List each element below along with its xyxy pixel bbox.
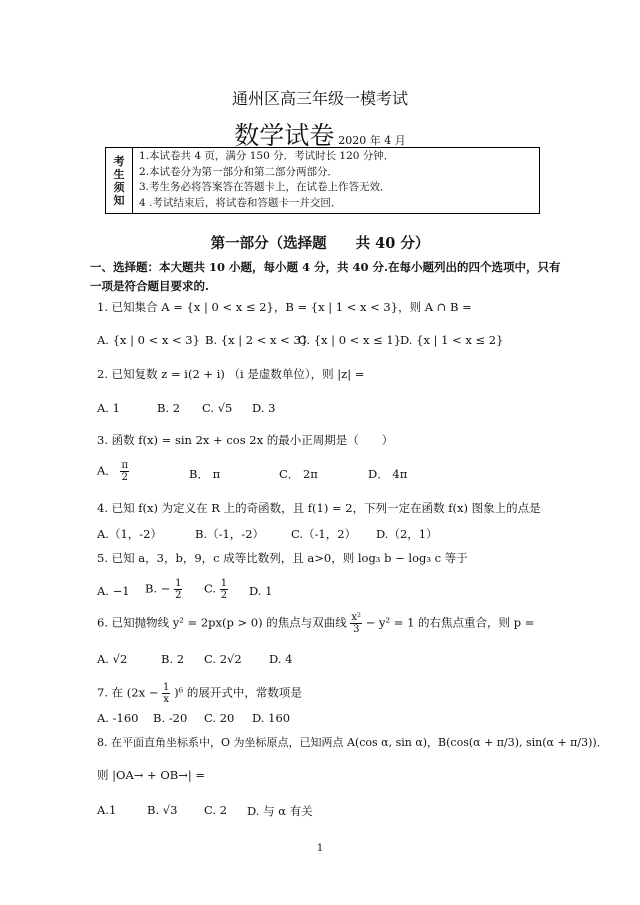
q1-option-b: B. {x | 2 < x < 3} xyxy=(205,333,309,347)
part1-instructions-line1: 一、选择题：本大题共 10 小题，每小题 4 分，共 40 分.在每小题列出的四个选项中，只有 xyxy=(90,260,561,274)
part1-instructions-line2: 一项是符合题目要求的. xyxy=(90,279,210,293)
q6-stem-fraction xyxy=(350,612,362,635)
q7-stem-pre: 7. 在 (2x − xyxy=(97,685,159,700)
q4-option-b: B.（-1，-2） xyxy=(195,527,265,541)
q7-option-d: D. 160 xyxy=(252,711,291,725)
q3-stem: 3. 函数 f(x) = sin 2x + cos 2x 的最小正周期是（ ） xyxy=(97,433,394,447)
q5-option-c-prefix: C. xyxy=(204,581,217,596)
fraction-denominator: x xyxy=(163,694,170,705)
q1-option-d: D. {x | 1 < x ≤ 2} xyxy=(400,333,504,347)
fraction-denominator: 2 xyxy=(121,472,128,483)
fraction-numerator: x² xyxy=(351,612,362,623)
q7-option-c: C. 20 xyxy=(204,711,235,725)
q4-stem: 4. 已知 f(x) 为定义在 R 上的奇函数，且 f(1) = 2，下列一定在函数 f(x) 图象上的点是 xyxy=(97,501,541,515)
q3-option-c: C． 2π xyxy=(279,467,318,481)
q8-stem-line2: 则 |OA→ + OB→| = xyxy=(97,768,206,782)
q6-option-c: C. 2√2 xyxy=(204,652,242,666)
q6-option-d: D. 4 xyxy=(269,652,293,666)
q8-option-c: C. 2 xyxy=(204,803,228,817)
q1-option-a: A. {x | 0 < x < 3} xyxy=(97,333,200,347)
subject-label: 数学试卷 xyxy=(234,121,335,150)
notice-label-char: 须 xyxy=(113,180,125,194)
notice-label-char: 考 xyxy=(113,154,125,168)
fraction-denominator: 3 xyxy=(353,624,360,635)
q8-stem: 8. 在平面直角坐标系中，O 为坐标原点，已知两点 A(cos α, sin α)，B(cos(α + π/3), sin(α + π/3))． xyxy=(97,736,608,749)
q7-stem-post: )⁶ 的展开式中，常数项是 xyxy=(174,685,302,700)
exam-title: 通州区高三年级一模考试 xyxy=(231,89,408,108)
q4-option-a: A.（1，-2） xyxy=(97,527,162,541)
q2-option-c: C. √5 xyxy=(202,401,233,415)
q5-option-a: A. −1 xyxy=(97,584,130,598)
q6-stem-pre: 6. 已知抛物线 y² = 2px(p > 0) 的焦点与双曲线 xyxy=(97,615,347,630)
q4-option-c: C.（-1，2） xyxy=(291,527,357,541)
q5-option-c-fraction xyxy=(220,578,228,601)
q6-option-b: B. 2 xyxy=(161,652,185,666)
q6-stem-post: − y² = 1 的右焦点重合，则 p = xyxy=(365,615,535,630)
candidate-notice-box xyxy=(105,147,540,214)
notice-label-char: 生 xyxy=(113,167,125,181)
fraction-numerator: 1 xyxy=(175,578,182,589)
q6-option-a: A. √2 xyxy=(97,652,128,666)
q1-stem: 1. 已知集合 A = {x | 0 < x ≤ 2}，B = {x | 1 < x < 3}，则 A ∩ B = xyxy=(97,300,472,314)
q3-option-b: B． π xyxy=(189,467,221,481)
q3-option-a xyxy=(97,460,129,483)
q7-stem-fraction xyxy=(162,682,170,705)
q5-stem: 5. 已知 a，3，b，9，c 成等比数列，且 a>0，则 log₃ b − log₃ c 等于 xyxy=(97,551,468,565)
notice-item: 1.本试卷共 4 页，满分 150 分．考试时长 120 分钟． xyxy=(139,150,395,162)
page-number: 1 xyxy=(316,843,324,854)
fraction-numerator: π xyxy=(121,460,129,471)
q2-option-d: D. 3 xyxy=(252,401,276,415)
q1-option-c: C. {x | 0 < x ≤ 1} xyxy=(298,333,402,347)
q2-stem: 2. 已知复数 z = i(2 + i) （i 是虚数单位），则 |z| = xyxy=(97,367,365,381)
exam-date: 2020 年 4 月 xyxy=(338,134,406,147)
q8-option-a: A.1 xyxy=(97,803,117,817)
q8-option-b: B. √3 xyxy=(147,803,178,817)
q7-stem xyxy=(97,682,302,705)
notice-item: 2.本试卷分为第一部分和第二部分两部分． xyxy=(139,165,339,178)
q5-option-b-fraction xyxy=(174,578,182,601)
notice-items xyxy=(133,148,539,213)
q8-option-d: D. 与 α 有关 xyxy=(247,804,313,818)
q7-option-a: A. -160 xyxy=(97,711,139,725)
notice-label-char: 知 xyxy=(113,193,125,207)
q3-option-d: D． 4π xyxy=(368,467,408,481)
fraction-numerator: 1 xyxy=(163,682,170,693)
q5-option-d: D. 1 xyxy=(249,584,273,598)
fraction-numerator: 1 xyxy=(220,578,228,589)
q2-option-a: A. 1 xyxy=(97,401,120,415)
q5-option-b-prefix: B. − xyxy=(145,581,171,596)
q3-option-a-fraction xyxy=(120,460,129,483)
fraction-denominator: 2 xyxy=(175,590,182,601)
q5-option-b xyxy=(145,578,182,601)
q6-stem xyxy=(97,612,534,635)
notice-item: 4 .考试结束后，将试卷和答题卡一并交回． xyxy=(139,196,342,209)
q4-option-d: D.（2，1） xyxy=(376,527,438,541)
notice-label xyxy=(106,148,133,213)
q5-option-c xyxy=(204,578,228,601)
fraction-denominator: 2 xyxy=(220,590,228,601)
part1-heading: 第一部分（选择题 共 40 分） xyxy=(210,235,430,252)
q7-option-b: B. -20 xyxy=(153,711,188,725)
notice-item: 3.考生务必将答案答在答题卡上，在试卷上作答无效． xyxy=(139,181,391,193)
q2-option-b: B. 2 xyxy=(157,401,181,415)
q3-option-a-prefix: A． xyxy=(97,463,117,478)
